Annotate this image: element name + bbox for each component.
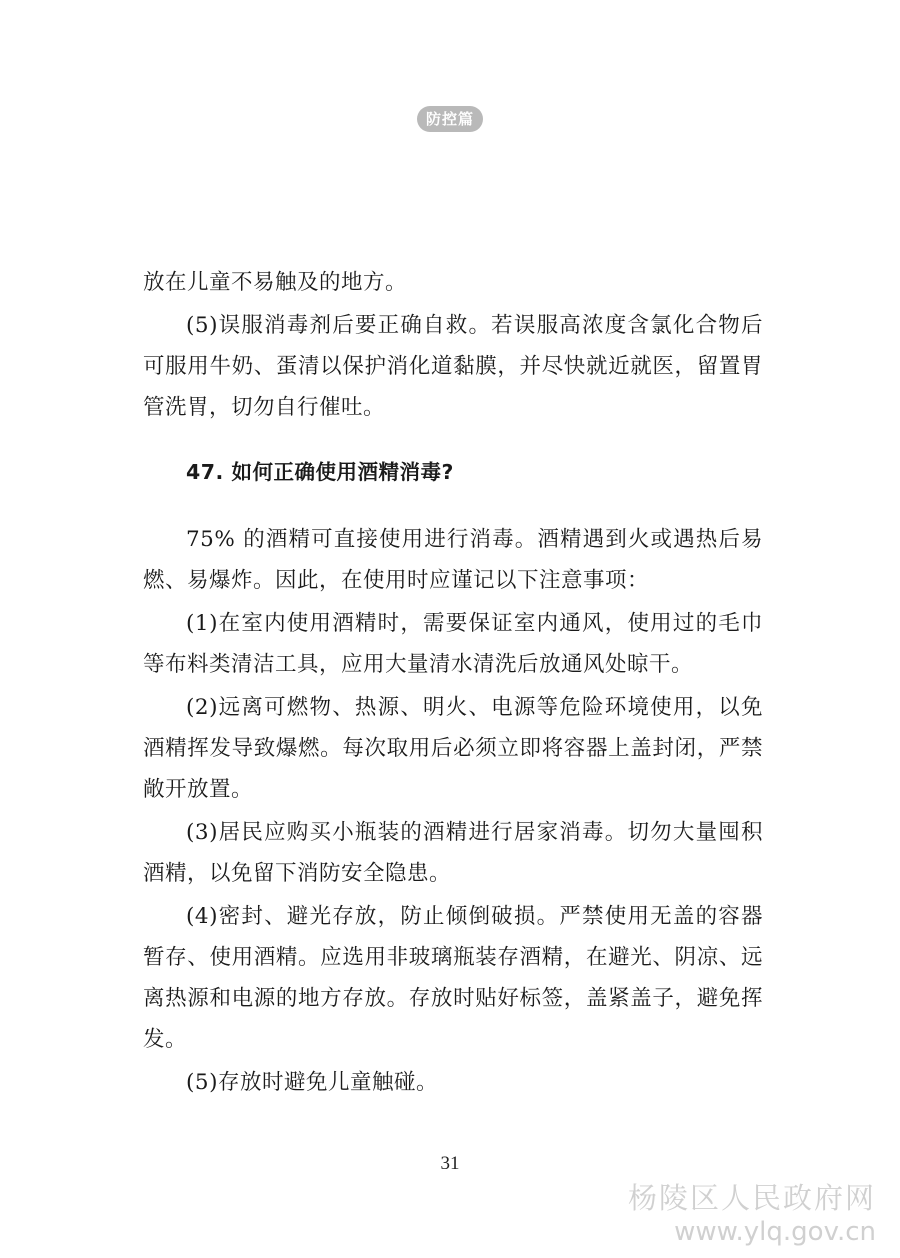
watermark-url: www.ylq.gov.cn	[674, 1217, 876, 1247]
list-item: (3)居民应购买小瓶装的酒精进行居家消毒。切勿大量囤积酒精，以免留下消防安全隐患。	[143, 820, 763, 886]
page-number: 31	[440, 1153, 460, 1174]
paragraph-item-5-first: (5)误服消毒剂后要正确自救。若误服高浓度含氯化合物后可服用牛奶、蛋清以保护消化道黏膜，并尽快就近就医，留置胃管洗胃，切勿自行催吐。	[143, 313, 763, 420]
list-item: (1)在室内使用酒精时，需要保证室内通风，使用过的毛巾等布料类清洁工具，应用大量清水清洗后放通风处晾干。	[143, 611, 763, 677]
list-item: (5)存放时避免儿童触碰。	[186, 1070, 438, 1095]
paragraph-continuation: 放在儿童不易触及的地方。	[143, 270, 408, 295]
section-heading: 47. 如何正确使用酒精消毒?	[186, 460, 454, 484]
list-item: (2)远离可燃物、热源、明火、电源等危险环境使用，以免酒精挥发导致爆燃。每次取用后必须立即将容器上盖封闭，严禁敞开放置。	[143, 695, 763, 802]
watermark-title: 杨陵区人民政府网	[627, 1181, 876, 1215]
list-item: (4)密封、避光存放，防止倾倒破损。严禁使用无盖的容器暂存、使用酒精。应选用非玻璃瓶装存酒精，在避光、阴凉、远离热源和电源的地方存放。存放时贴好标签，盖紧盖子，避免挥发。	[143, 904, 763, 1052]
page-body	[143, 262, 763, 1103]
section-badge: 防控篇	[417, 106, 483, 132]
watermark	[628, 1180, 876, 1248]
paragraph-intro: 75% 的酒精可直接使用进行消毒。酒精遇到火或遇热后易燃、易爆炸。因此，在使用时应谨记以下注意事项：	[143, 527, 763, 593]
